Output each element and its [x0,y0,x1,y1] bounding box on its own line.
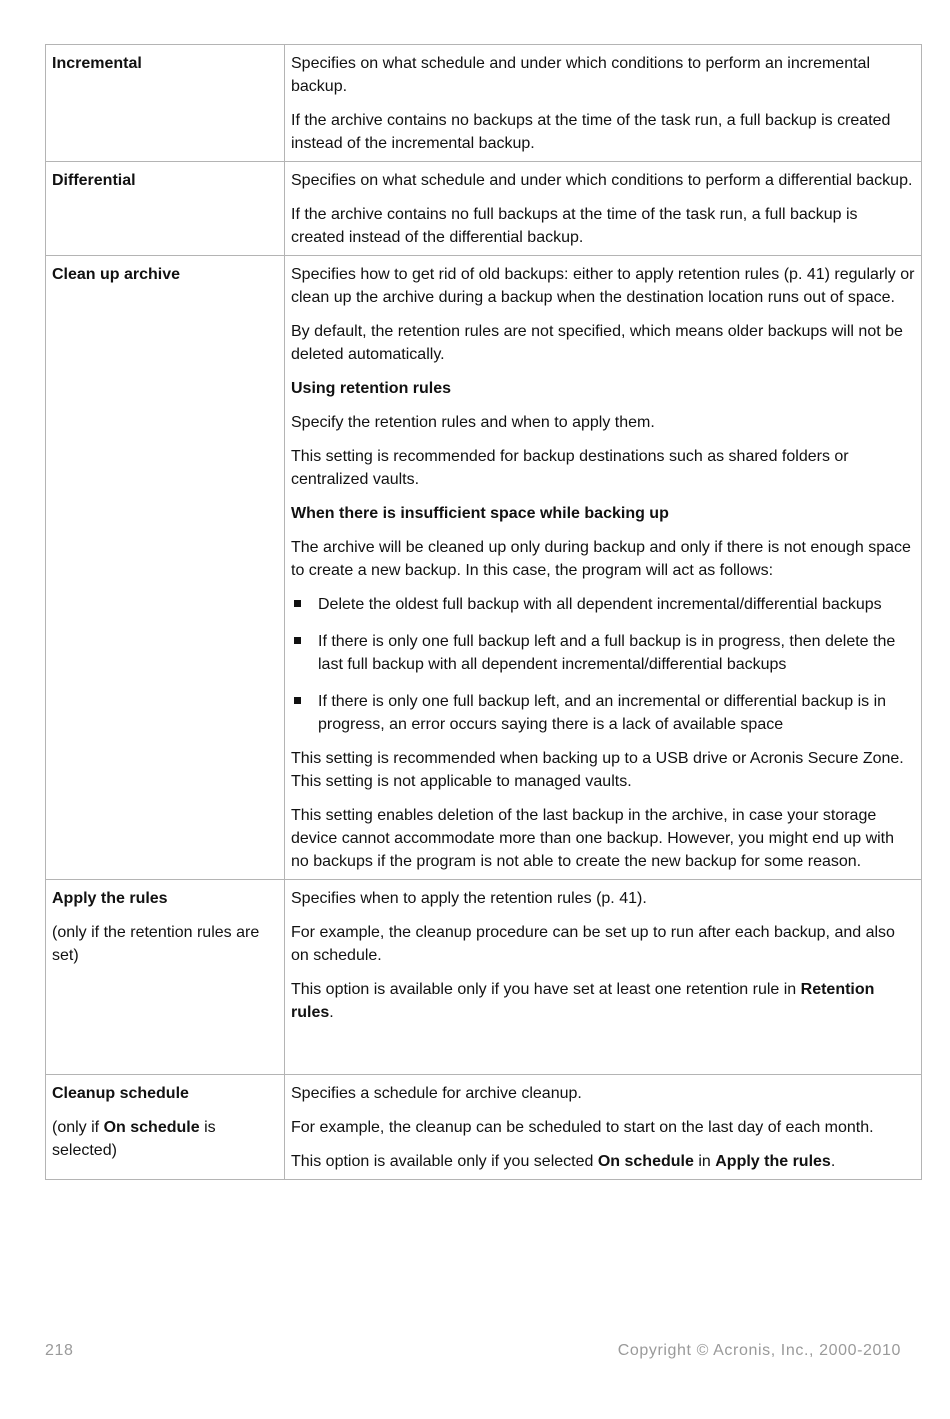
description-paragraph: For example, the cleanup procedure can be set up to run after each backup, and also on schedule. [291,924,895,964]
description-paragraph: Specifies on what schedule and under which conditions to perform a differential backup. [291,172,913,189]
description-paragraph: This setting is recommended when backing up to a USB drive or Acronis Secure Zone. This setting is not applicable to managed vaults. [291,750,904,790]
options-table [45,44,922,1180]
description-paragraph: This setting is recommended for backup destinations such as shared folders or centralized vaults. [291,448,849,488]
row-label-cell [46,1075,285,1180]
row-label: Cleanup schedule [52,1085,189,1102]
row-label: Apply the rules [52,890,168,907]
description-paragraph: This setting enables deletion of the last backup in the archive, in case your storage device cannot accommodate more than one backup. However, you might end up with no backups if the program is not able to create the new backup for some reason. [291,807,895,870]
bullet-square-icon [294,637,301,644]
description-paragraph: Specifies a schedule for archive cleanup. [291,1085,582,1102]
row-label: Incremental [52,55,142,72]
description-paragraph: Specifies on what schedule and under which conditions to perform an incremental backup. [291,55,870,95]
description-paragraph: If the archive contains no full backups at the time of the task run, a full backup is created instead of the differential backup. [291,206,858,246]
row-description-cell [285,45,922,162]
row-label-cell [46,880,285,1075]
description-paragraph: The archive will be cleaned up only during backup and only if there is not enough space to create a new backup. In this case, the program will act as follows: [291,539,911,579]
list-item: Delete the oldest full backup with all dependent incremental/differential backups [291,593,915,616]
bullet-square-icon [294,697,301,704]
row-label-cell [46,45,285,162]
row-label: Differential [52,172,136,189]
description-paragraph: Specifies how to get rid of old backups: either to apply retention rules (p. 41) regularly or clean up the archive during a backup when the destination location runs out of space. [291,266,915,306]
row-description-cell [285,880,922,1075]
list-item: If there is only one full backup left and a full backup is in progress, then delete the last full backup with all dependent incremental/differential backups [291,630,915,676]
description-paragraph: This option is available only if you selected On schedule in Apply the rules. [291,1153,836,1170]
retention-rules-reference: Retention rules [291,981,875,1021]
table-row-apply-the-rules [46,880,922,1075]
bullet-square-icon [294,600,301,607]
row-label: Clean up archive [52,266,181,283]
description-paragraph: Specifies when to apply the retention rules (p. 41). [291,890,647,907]
subheading-retention-rules: Using retention rules [291,380,452,397]
description-paragraph: If the archive contains no backups at the time of the task run, a full backup is created instead of the incremental backup. [291,112,891,152]
table-row-differential [46,162,922,256]
list-item: If there is only one full backup left, and an incremental or differential backup is in progress, an error occurs saying there is a lack of available space [291,690,915,736]
table-row-incremental [46,45,922,162]
table-row-cleanup-schedule [46,1075,922,1180]
row-description-cell [285,1075,922,1180]
description-paragraph: This option is available only if you have set at least one retention rule in Retention rules. [291,981,875,1021]
row-description-cell [285,256,922,880]
row-sublabel: (only if On schedule is selected) [52,1119,216,1159]
copyright-notice: Copyright © Acronis, Inc., 2000-2010 [617,1342,901,1359]
description-paragraph: Specify the retention rules and when to apply them. [291,414,655,431]
table-row-clean-up-archive [46,256,922,880]
row-sublabel: (only if the retention rules are set) [52,924,260,964]
row-label-cell [46,162,285,256]
description-paragraph: By default, the retention rules are not specified, which means older backups will not be deleted automatically. [291,323,903,363]
subheading-insufficient-space: When there is insufficient space while backing up [291,505,669,522]
cleanup-behavior-list [291,593,915,736]
row-label-cell [46,256,285,880]
description-paragraph: For example, the cleanup can be scheduled to start on the last day of each month. [291,1119,874,1136]
page-number: 218 [45,1342,74,1359]
row-description-cell [285,162,922,256]
